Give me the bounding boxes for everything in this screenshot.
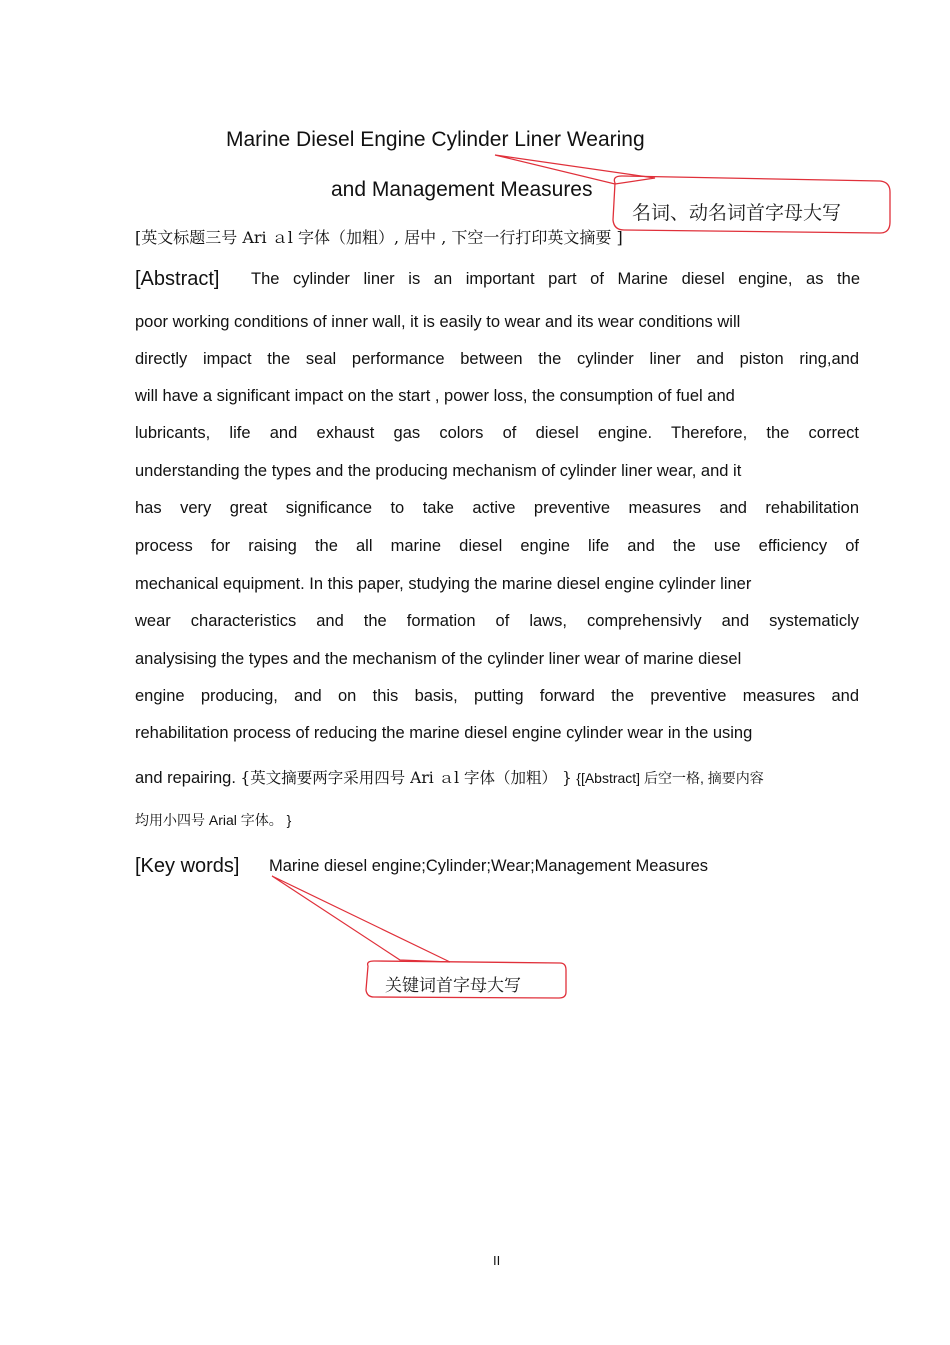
abstract-line: rehabilitation process of reducing the marine diesel engine cylinder wear in the using [135,724,753,742]
keywords-callout-pointer [272,876,450,962]
abstract-line: poor working conditions of inner wall, it is easily to wear and its wear conditions will [135,313,741,331]
abstract-line: engine producing, and on this basis, putting forward the preventive measures and [135,687,859,705]
abstract-format-note-continued: 均用小四号 Arial 字体。 } [135,812,292,828]
abstract-last-line [135,766,764,788]
keywords-text: Marine diesel engine;Cylinder;Wear;Management Measures [269,857,708,875]
abstract-line: process for raising the all marine diesel engine life and the use efficiency of [135,537,859,555]
abstract-line: will have a significant impact on the start , power loss, the consumption of fuel and [135,387,735,405]
abstract-line: mechanical equipment. In this paper, studying the marine diesel engine cylinder liner [135,575,752,593]
abstract-first-line: The cylinder liner is an important part of Marine diesel engine, as the [251,270,860,288]
abstract-line: wear characteristics and the formation of laws, comprehensivly and systematicly [135,612,859,630]
abstract-format-note-2: {[Abstract] 后空一格, 摘要内容 [576,770,764,786]
keywords-label: [Key words] [135,855,240,877]
abstract-last-line-text: and repairing. [135,769,236,787]
abstract-line: has very great significance to take active preventive measures and rehabilitation [135,499,859,517]
title-format-note: [英文标题三号 Ari ａl 字体（加粗）, 居中 , 下空一行打印英文摘要 ] [135,228,623,247]
title-line-2: and Management Measures [331,178,593,201]
abstract-format-note-1: {英文摘要两字采用四号 Ari ａl 字体（加粗） } [240,769,572,787]
title-callout-text: 名词、动名词首字母大写 [632,202,842,224]
abstract-line: directly impact the seal performance between the cylinder liner and piston ring,and [135,350,859,368]
abstract-line: understanding the types and the producing mechanism of cylinder liner wear, and it [135,462,742,480]
page-number: II [493,1253,501,1268]
title-line-1: Marine Diesel Engine Cylinder Liner Wearing [226,128,645,151]
abstract-line: analysising the types and the mechanism of the cylinder liner wear of marine diesel [135,650,742,668]
abstract-label: [Abstract] [135,268,220,290]
keywords-callout-text: 关键词首字母大写 [385,976,521,996]
abstract-line: lubricants, life and exhaust gas colors of diesel engine. Therefore, the correct [135,424,859,442]
